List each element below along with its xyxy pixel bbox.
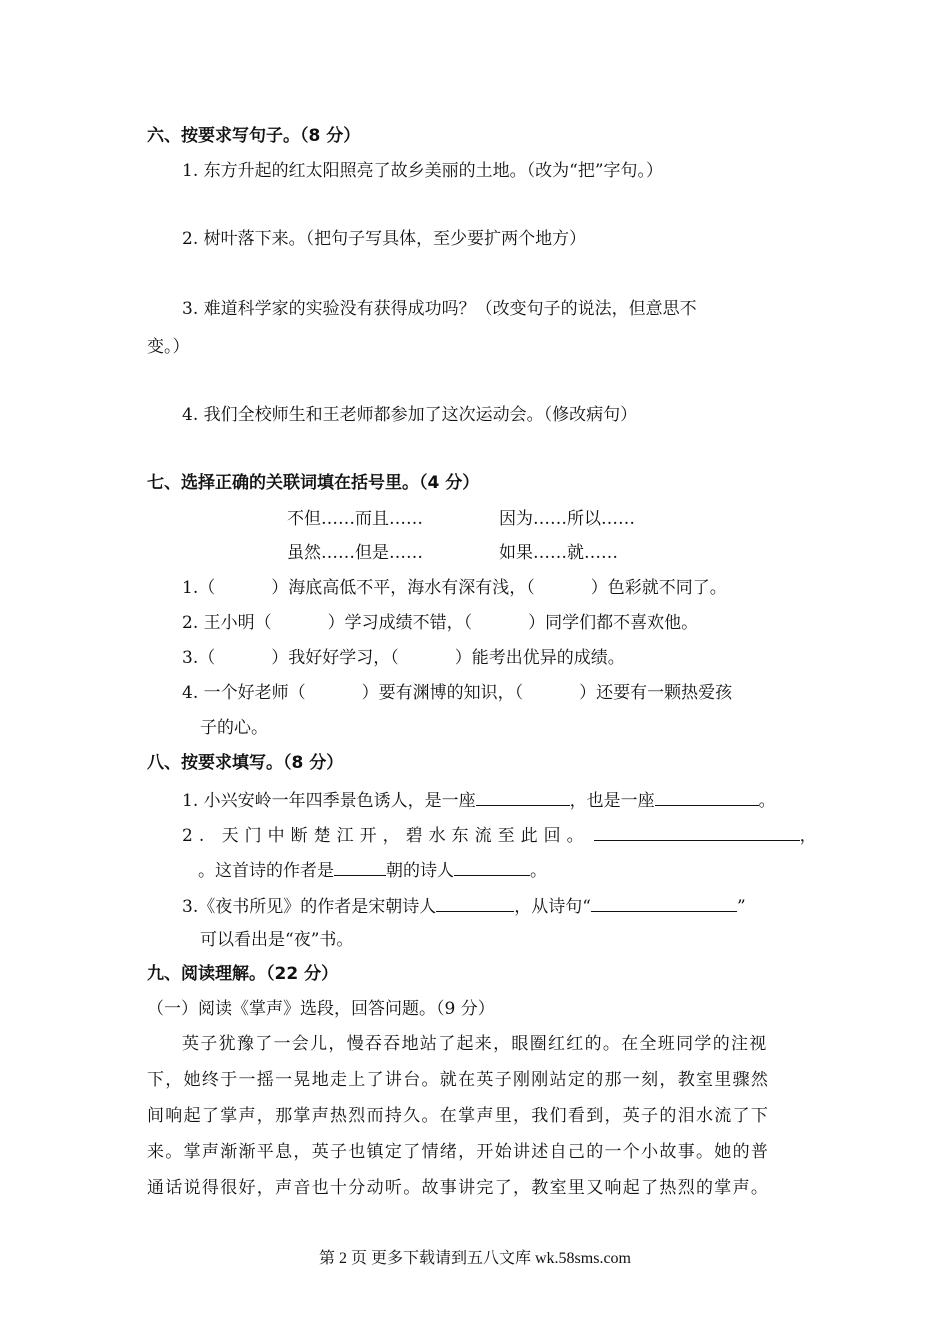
answer-blank[interactable] bbox=[594, 822, 800, 841]
q-text: 。 bbox=[758, 791, 776, 811]
q-text: 1. 小兴安岭一年四季景色诱人，是一座 bbox=[182, 791, 476, 811]
answer-blank[interactable] bbox=[436, 893, 514, 912]
passage-line: 下，她终于一摇一晃地走上了讲台。就在英子刚刚站定的那一刻，教室里骤然 bbox=[147, 1070, 770, 1090]
q-text: ）学习成绩不错，（ bbox=[327, 613, 473, 633]
sec8-question-2-cont bbox=[198, 857, 547, 882]
q-text: ” bbox=[736, 897, 746, 917]
q-text: ， bbox=[799, 826, 817, 846]
conjunction-option: 因为……所以…… bbox=[499, 509, 635, 529]
sec7-question-4-cont: 子的心。 bbox=[200, 718, 268, 738]
sec8-question-3 bbox=[182, 893, 746, 918]
section-9-title: 九、阅读理解。（22 分） bbox=[147, 964, 339, 984]
q-text: ）能考出优异的成绩。 bbox=[454, 648, 625, 668]
sec7-question-1 bbox=[182, 577, 727, 599]
answer-blank[interactable] bbox=[334, 857, 386, 876]
sec6-question-2: 2. 树叶落下来。（把句子写具体，至少要扩两个地方） bbox=[182, 229, 587, 249]
q-text: ）海底高低不平，海水有深有浅，（ bbox=[271, 578, 535, 598]
sec6-question-1: 1. 东方升起的红太阳照亮了故乡美丽的土地。（改为“把”字句。） bbox=[182, 161, 664, 181]
section-6-title: 六、按要求写句子。（8 分） bbox=[147, 126, 361, 146]
q-text: ）还要有一颗热爱孩 bbox=[579, 683, 733, 703]
q-text: 3.《夜书所见》的作者是宋朝诗人 bbox=[182, 897, 437, 917]
q-text: 2. 王小明（ bbox=[182, 613, 272, 633]
sec8-question-1 bbox=[182, 787, 776, 812]
q-text: 1.（ bbox=[182, 578, 216, 598]
q-text: ）色彩就不同了。 bbox=[590, 578, 727, 598]
sec8-question-3-cont: 可以看出是“夜”书。 bbox=[200, 930, 354, 950]
q-text: 。这首诗的作者是 bbox=[198, 861, 334, 881]
q-text: ，也是一座 bbox=[569, 791, 655, 811]
conjunction-option: 虽然……但是…… bbox=[287, 543, 423, 563]
passage-line: 间响起了掌声，那掌声热烈而持久。在掌声里，我们看到，英子的泪水流了下 bbox=[147, 1106, 770, 1126]
passage-line: 英子犹豫了一会儿，慢吞吞地站了起来，眼圈红红的。在全班同学的注视 bbox=[182, 1034, 768, 1054]
answer-blank[interactable] bbox=[655, 787, 759, 806]
answer-blank[interactable] bbox=[454, 857, 530, 876]
sec6-question-3: 3. 难道科学家的实验没有获得成功吗？（改变句子的说法，但意思不 bbox=[182, 299, 697, 319]
section-7-title: 七、选择正确的关联词填在括号里。（4 分） bbox=[147, 473, 480, 493]
sec6-question-4: 4. 我们全校师生和王老师都参加了这次运动会。（修改病句） bbox=[182, 405, 638, 425]
q-text: 朝的诗人 bbox=[386, 861, 454, 881]
answer-blank[interactable] bbox=[476, 787, 570, 806]
conjunction-option: 不但……而且…… bbox=[287, 509, 423, 529]
sec7-question-3 bbox=[182, 647, 625, 669]
q-text: ）要有渊博的知识，（ bbox=[361, 683, 524, 703]
q-text: ，从诗句“ bbox=[514, 897, 591, 917]
q-text: 4. 一个好老师（ bbox=[182, 683, 306, 703]
sec6-question-3-cont: 变。） bbox=[147, 337, 190, 357]
conjunction-option: 如果……就…… bbox=[499, 543, 618, 563]
q-text: ）我好好学习，（ bbox=[271, 648, 399, 668]
sec8-question-2 bbox=[182, 822, 817, 847]
passage-line: 通话说得很好，声音也十分动听。故事讲完了，教室里又响起了热烈的掌声。 bbox=[147, 1178, 770, 1198]
section-8-title: 八、按要求填写。（8 分） bbox=[147, 753, 344, 773]
q-text: 3.（ bbox=[182, 648, 216, 668]
answer-blank[interactable] bbox=[591, 893, 737, 912]
sec9-subsection-1: （一）阅读《掌声》选段，回答问题。（9 分） bbox=[147, 999, 495, 1019]
sec7-question-4 bbox=[182, 682, 732, 704]
page-footer: 第 2 页 更多下载请到五八文库 wk.58sms.com bbox=[318, 1250, 631, 1267]
sec7-question-2 bbox=[182, 612, 698, 634]
passage-line: 来。掌声渐渐平息，英子也镇定了情绪，开始讲述自己的一个小故事。她的普 bbox=[147, 1142, 770, 1162]
q-text: 2. 天门中断楚江开，碧水东流至此回。 bbox=[182, 826, 590, 846]
q-text: ）同学们都不喜欢他。 bbox=[528, 613, 699, 633]
q-text: 。 bbox=[530, 861, 547, 881]
